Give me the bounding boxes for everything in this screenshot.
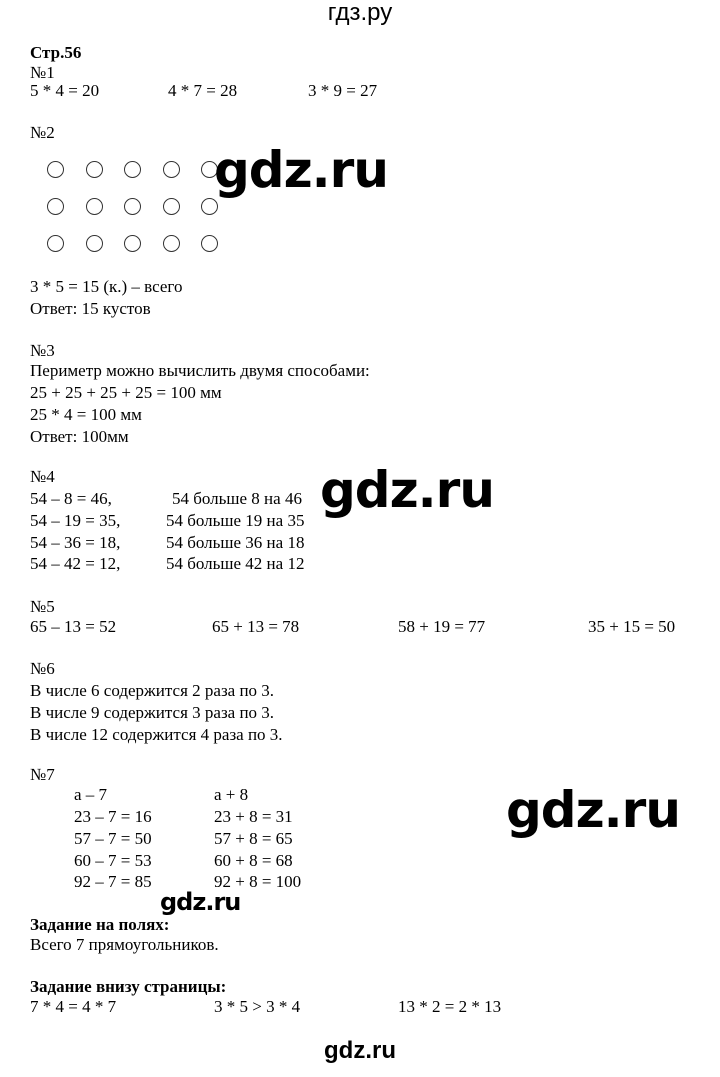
bush-circle-icon xyxy=(86,161,103,178)
task4-label: №4 xyxy=(30,467,55,486)
bottom-task-eq-2: 3 * 5 > 3 * 4 xyxy=(214,997,301,1016)
watermark: gdz.ru xyxy=(320,461,494,519)
task1-eq-1: 5 * 4 = 20 xyxy=(30,81,100,100)
task7-col2-row: 92 + 8 = 100 xyxy=(214,872,302,891)
bottom-task-eq-1: 7 * 4 = 4 * 7 xyxy=(30,997,117,1016)
task7-col2-header: a + 8 xyxy=(214,785,249,804)
bush-circle-icon xyxy=(124,161,141,178)
task3-line-1: Периметр можно вычислить двумя способами: xyxy=(30,361,370,380)
task6-line-2: В числе 9 содержится 3 раза по 3. xyxy=(30,703,275,722)
task4-eq-4: 54 – 42 = 12, xyxy=(30,554,121,573)
task7-col2-row: 60 + 8 = 68 xyxy=(214,851,293,870)
bush-circle-icon xyxy=(163,198,180,215)
task1-eq-2: 4 * 7 = 28 xyxy=(168,81,238,100)
bush-circle-icon xyxy=(124,235,141,252)
margin-task-text: Всего 7 прямоугольников. xyxy=(30,935,219,954)
task7-col2-row: 23 + 8 = 31 xyxy=(214,807,293,826)
task2-line-1: 3 * 5 = 15 (к.) – всего xyxy=(30,277,183,296)
task2-label: №2 xyxy=(30,123,55,142)
task1-eq-3: 3 * 9 = 27 xyxy=(308,81,378,100)
site-footer: gdz.ru xyxy=(324,1037,396,1064)
task7-col1-row: 60 – 7 = 53 xyxy=(74,851,152,870)
task7-col1-row: 57 – 7 = 50 xyxy=(74,829,152,848)
bush-circle-icon xyxy=(47,235,64,252)
task6-line-1: В числе 6 содержится 2 раза по 3. xyxy=(30,681,275,700)
task7-col1-row: 23 – 7 = 16 xyxy=(74,807,152,826)
task4-text-4: 54 больше 42 на 12 xyxy=(166,554,305,573)
task6-line-3: В числе 12 содержится 4 раза по 3. xyxy=(30,725,283,744)
bush-circle-icon xyxy=(124,198,141,215)
task5-eq-1: 65 – 13 = 52 xyxy=(30,617,117,636)
task7-label: №7 xyxy=(30,765,55,784)
task3-answer: Ответ: 100мм xyxy=(30,427,129,446)
task3-line-2: 25 + 25 + 25 + 25 = 100 мм xyxy=(30,383,222,402)
task4-eq-2: 54 – 19 = 35, xyxy=(30,511,121,530)
bottom-task-title: Задание внизу страницы: xyxy=(30,977,227,996)
bush-circle-icon xyxy=(86,198,103,215)
task4-text-3: 54 больше 36 на 18 xyxy=(166,533,305,552)
site-header: гдз.ру xyxy=(327,0,393,26)
watermark: gdz.ru xyxy=(160,888,241,916)
task2-answer: Ответ: 15 кустов xyxy=(30,299,151,318)
task1-label: №1 xyxy=(30,63,55,82)
task5-eq-3: 58 + 19 = 77 xyxy=(398,617,486,636)
task7-col1-header: a – 7 xyxy=(74,785,108,804)
task5-eq-4: 35 + 15 = 50 xyxy=(588,617,676,636)
bush-circle-icon xyxy=(201,198,218,215)
task3-label: №3 xyxy=(30,341,55,360)
task6-label: №6 xyxy=(30,659,55,678)
task4-text-1: 54 больше 8 на 46 xyxy=(172,489,302,508)
bush-circle-icon xyxy=(86,235,103,252)
task4-text-2: 54 больше 19 на 35 xyxy=(166,511,305,530)
watermark: gdz.ru xyxy=(214,141,388,199)
task7-col1-row: 92 – 7 = 85 xyxy=(74,872,152,891)
task3-line-3: 25 * 4 = 100 мм xyxy=(30,405,142,424)
bottom-task-eq-3: 13 * 2 = 2 * 13 xyxy=(398,997,502,1016)
task5-label: №5 xyxy=(30,597,55,616)
task5-eq-2: 65 + 13 = 78 xyxy=(212,617,300,636)
task4-eq-3: 54 – 36 = 18, xyxy=(30,533,121,552)
task4-eq-1: 54 – 8 = 46, xyxy=(30,489,112,508)
bush-circle-icon xyxy=(163,161,180,178)
watermark: gdz.ru xyxy=(506,781,680,839)
page-label: Стр.56 xyxy=(30,43,82,62)
margin-task-title: Задание на полях: xyxy=(30,915,170,934)
task7-col2-row: 57 + 8 = 65 xyxy=(214,829,293,848)
bush-circle-icon xyxy=(163,235,180,252)
bush-circle-icon xyxy=(201,235,218,252)
bush-circle-icon xyxy=(47,161,64,178)
bush-circle-icon xyxy=(47,198,64,215)
